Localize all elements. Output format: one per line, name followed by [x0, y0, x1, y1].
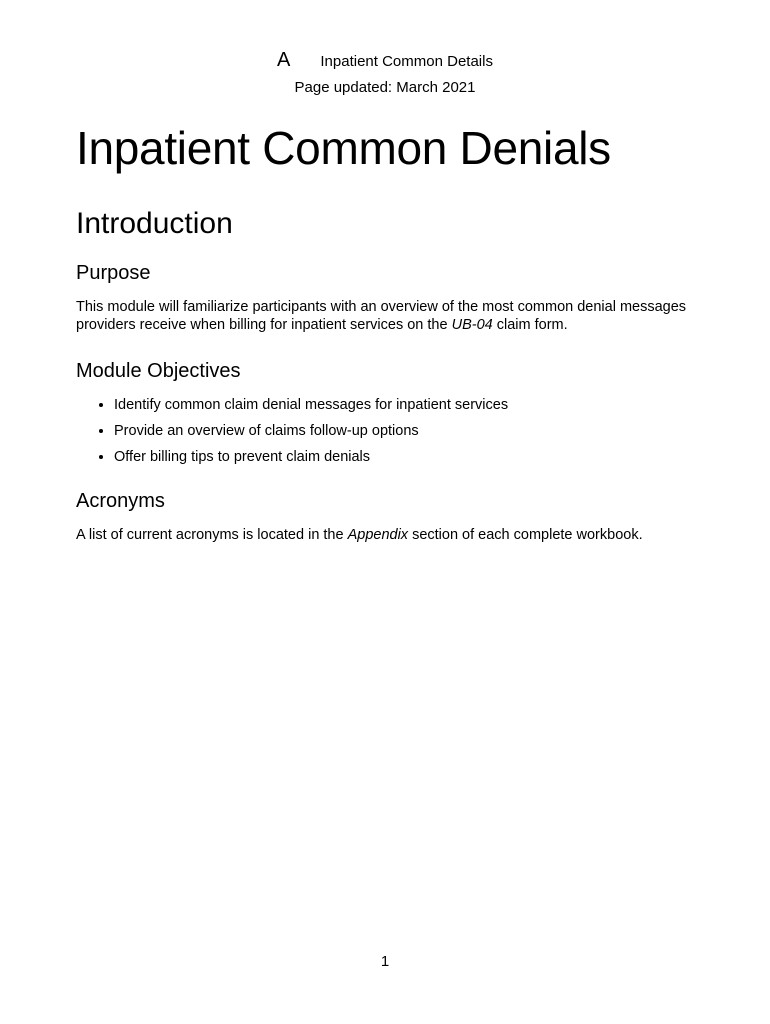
purpose-text-end: claim form.	[492, 317, 568, 333]
header-section-letter: A	[277, 49, 291, 71]
acronyms-text-start: A list of current acronyms is located in the	[76, 527, 348, 543]
list-item: • Provide an overview of claims follow-up options	[114, 422, 696, 440]
purpose-paragraph	[76, 298, 696, 334]
acronyms-text-end: section of each complete workbook.	[408, 527, 643, 543]
objectives-list	[76, 396, 696, 466]
page-updated-date: Page updated: March 2021	[294, 79, 476, 96]
purpose-heading: Purpose	[76, 262, 151, 284]
list-item: • Offer billing tips to prevent claim denials	[114, 448, 696, 466]
purpose-emphasis: UB-04	[451, 317, 493, 333]
purpose-text-start: This module will familiarize participants with an overview of the most common denial messages providers receive when billing for inpatient services on the	[76, 299, 687, 333]
introduction-heading: Introduction	[76, 207, 233, 240]
acronyms-emphasis: Appendix	[347, 527, 409, 543]
running-header	[0, 48, 770, 74]
document-title: Inpatient Common Denials	[76, 122, 611, 174]
acronyms-heading: Acronyms	[76, 490, 165, 512]
objectives-heading: Module Objectives	[76, 360, 241, 382]
list-item: • Identify common claim denial messages for inpatient services	[114, 396, 696, 414]
page-number: 1	[380, 953, 390, 970]
document-body	[76, 120, 696, 568]
header-title: Inpatient Common Details	[320, 53, 493, 70]
acronyms-paragraph	[76, 526, 696, 544]
